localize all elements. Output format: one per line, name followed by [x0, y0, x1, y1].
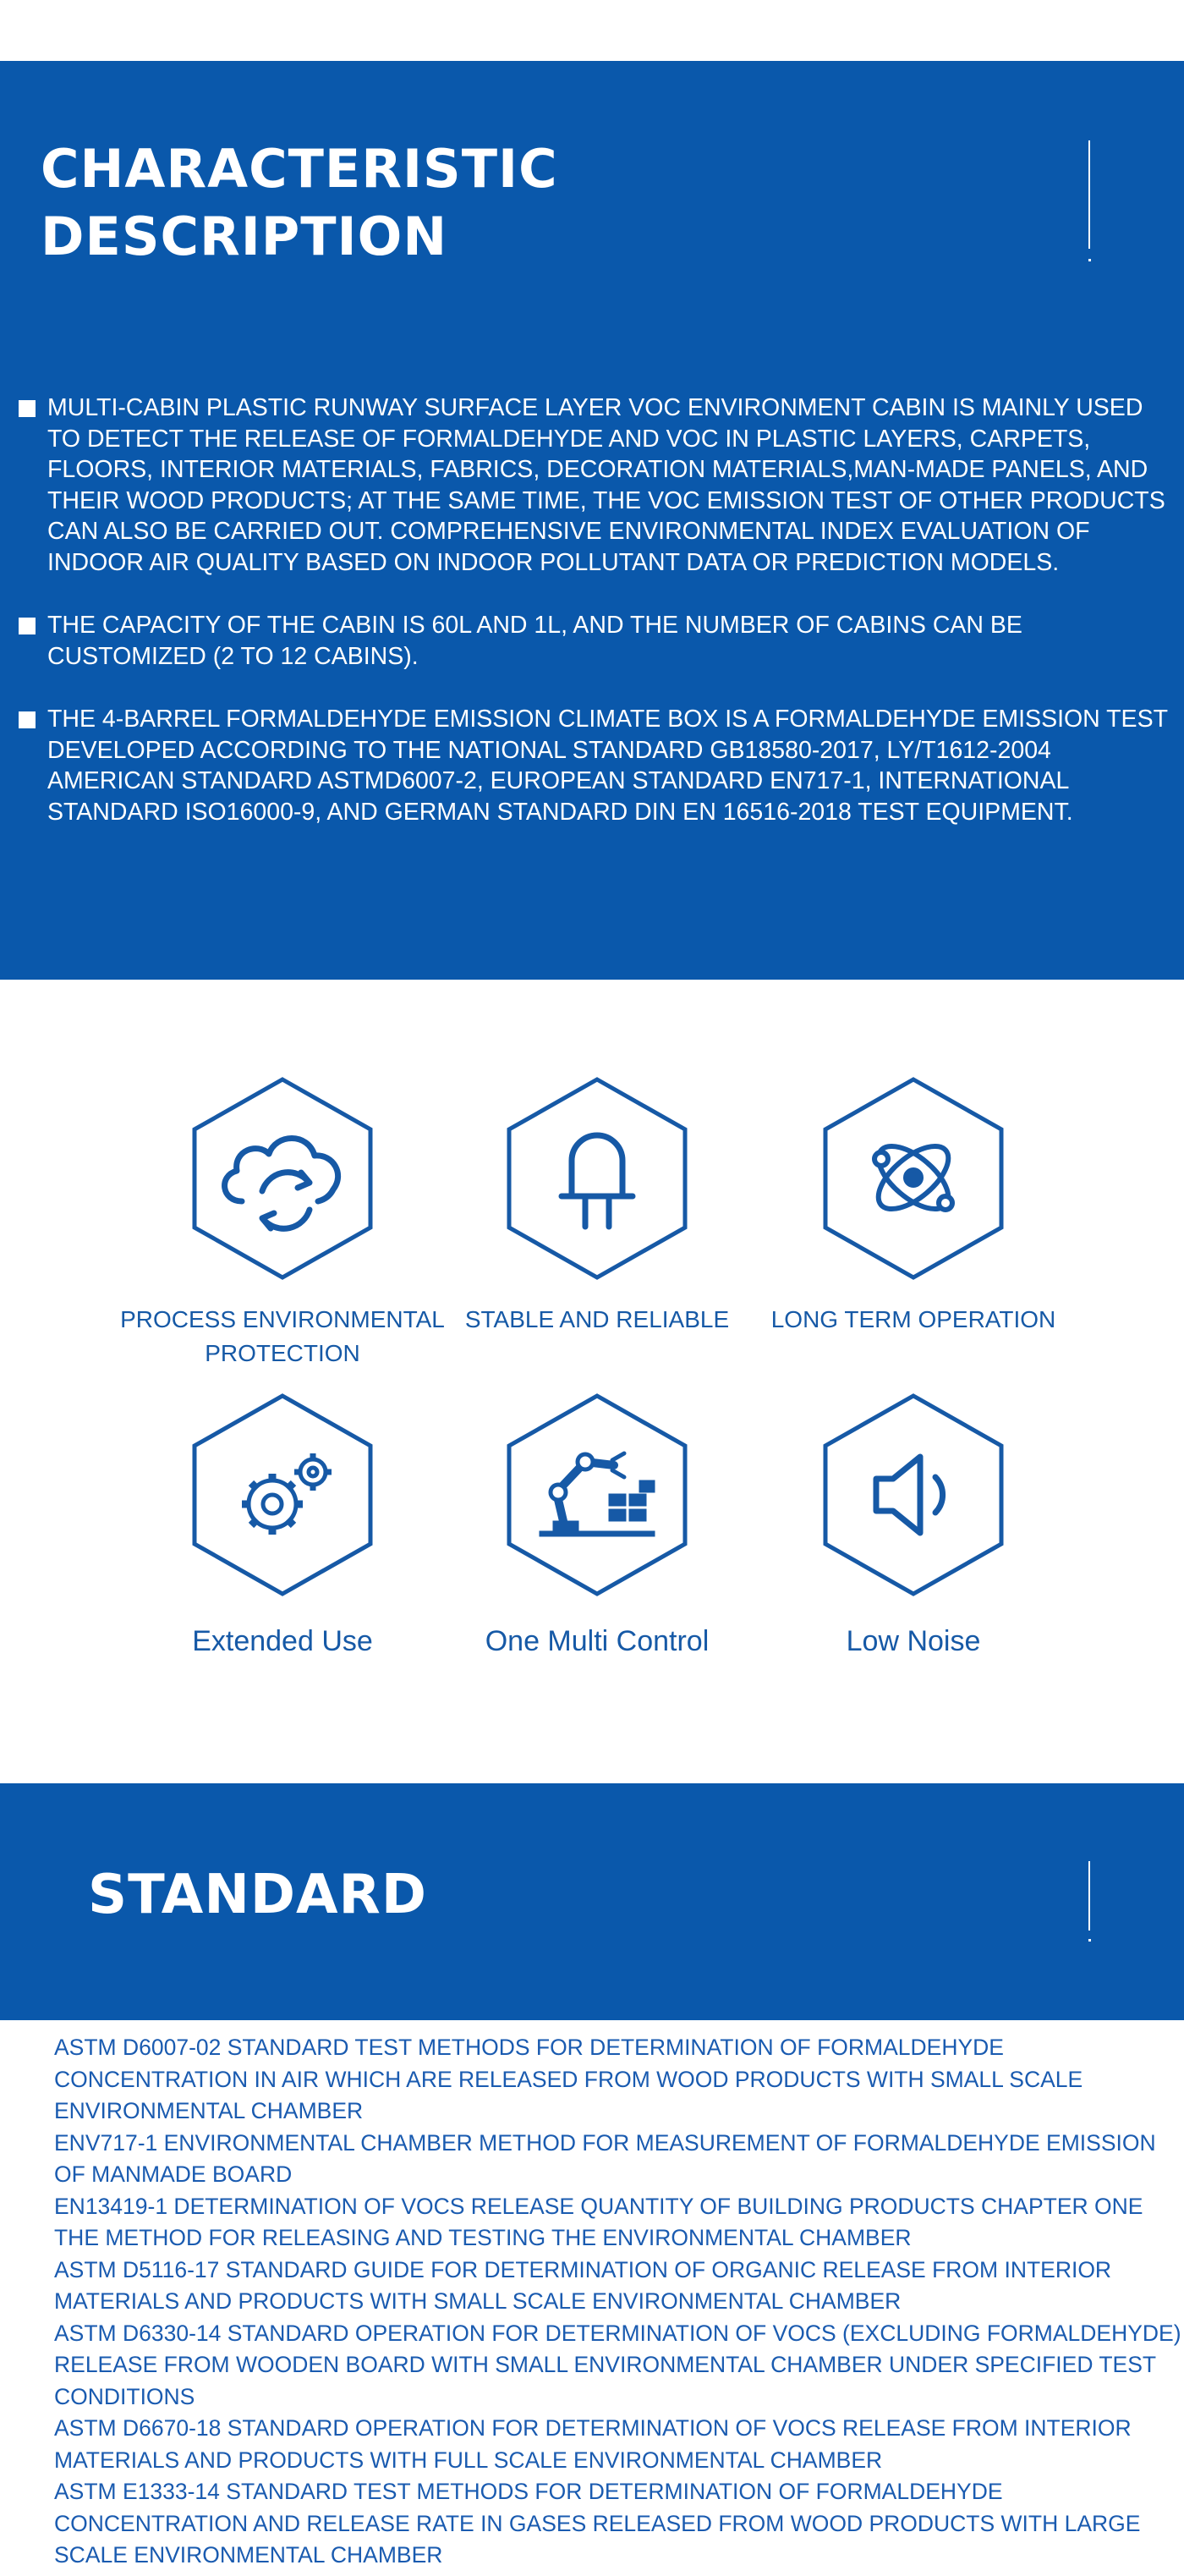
hexagon-frame [504, 1392, 690, 1597]
robot-arm-icon [540, 1453, 655, 1536]
feature-label: One Multi Control [485, 1625, 710, 1657]
cloud-sync-icon [225, 1139, 338, 1229]
standard-item: EN13419-1 DETERMINATION OF VOCS RELEASE QUANTITY OF BUILDING PRODUCTS CHAPTER ONE THE METHOD FOR RELEASING AND TESTING THE ENVIRONMENTAL CHAMBER [54, 2193, 1143, 2250]
hexagon-frame [189, 1076, 375, 1281]
characteristic-bullet-list [19, 393, 1177, 860]
hexagon-frame [189, 1392, 375, 1597]
feature-label: Extended Use [192, 1625, 373, 1657]
standard-item: ENV717-1 ENVIRONMENTAL CHAMBER METHOD FOR MEASUREMENT OF FORMALDEHYDE EMISSION OF MANMADE BOARD [54, 2129, 1156, 2187]
characteristic-bullet [19, 393, 1177, 578]
hexagon-frame [820, 1076, 1006, 1281]
led-icon [562, 1135, 633, 1227]
square-bullet-icon [19, 711, 36, 728]
feature-one-multi-control [428, 1392, 766, 1660]
title-divider-line [1088, 1861, 1090, 1931]
characteristic-bullet-text: THE CAPACITY OF THE CABIN IS 60L AND 1L, AND THE NUMBER OF CABINS CAN BE CUSTOMIZED (2 TO 12 CABINS). [47, 612, 1022, 670]
feature-label: STABLE AND RELIABLE [464, 1306, 730, 1332]
characteristic-bullet [19, 704, 1177, 827]
standard-item: ASTM D6330-14 STANDARD OPERATION FOR DETERMINATION OF VOCS (EXCLUDING FORMALDEHYDE) RELEASE FROM WOODEN BOARD WITH SMALL ENVIRONMENTAL CHAMBER UNDER SPECIFIED TEST CONDITIONS [54, 2320, 1181, 2409]
characteristic-title: CHARACTERISTIC DESCRIPTION [41, 138, 558, 267]
characteristic-bullet [19, 610, 1177, 672]
gears-icon [242, 1453, 332, 1535]
square-bullet-icon [19, 400, 36, 417]
title-divider-line [1088, 140, 1090, 249]
speaker-icon [876, 1457, 943, 1533]
standards-list [54, 2032, 1184, 2572]
title-divider-dot [1088, 259, 1091, 261]
feature-stable-and-reliable [428, 1076, 766, 1337]
standard-item: ASTM D6007-02 STANDARD TEST METHODS FOR DETERMINATION OF FORMALDEHYDE CONCENTRATION IN AIR WHICH ARE RELEASED FROM WOOD PRODUCTS WITH SMALL SCALE ENVIRONMENTAL CHAMBER [54, 2035, 1083, 2123]
title-divider-dot [1088, 1939, 1091, 1942]
feature-label: Low Noise [846, 1625, 981, 1657]
standard-title: STANDARD [88, 1864, 427, 1926]
feature-label: PROCESS ENVIRONMENTAL PROTECTION [120, 1306, 445, 1366]
square-bullet-icon [19, 618, 36, 634]
standard-item: ASTM D5116-17 STANDARD GUIDE FOR DETERMINATION OF ORGANIC RELEASE FROM INTERIOR MATERIALS AND PRODUCTS WITH SMALL SCALE ENVIRONMENTAL CHAMBER [54, 2256, 1112, 2314]
hexagon-frame [820, 1392, 1006, 1597]
standard-item: ASTM D6670-18 STANDARD OPERATION FOR DETERMINATION OF VOCS RELEASE FROM INTERIOR MATERIALS AND PRODUCTS WITH FULL SCALE ENVIRONMENTAL CHAMBER [54, 2415, 1132, 2473]
atom-icon [868, 1134, 958, 1220]
characteristic-bullet-text: MULTI-CABIN PLASTIC RUNWAY SURFACE LAYER VOC ENVIRONMENT CABIN IS MAINLY USED TO DETECT THE RELEASE OF FORMALDEHYDE AND VOC IN PLASTIC LAYERS, CARPETS, FLOORS, INTERIOR MATERIALS, FABRICS, DECORATION MATERIALS,MAN-MADE PANELS, AND THEIR WOOD PRODUCTS; AT THE SAME TIME, THE VOC EMISSION TEST OF OTHER PRODUCTS CAN ALSO BE CARRIED OUT. COMPREHENSIVE ENVIRONMENTAL INDEX EVALUATION OF INDOOR AIR QUALITY BASED ON INDOOR POLLUTANT DATA OR PREDICTION MODELS. [47, 394, 1165, 576]
standard-section [0, 1783, 1184, 2020]
hexagon-frame [504, 1076, 690, 1281]
characteristic-section [0, 61, 1184, 980]
standard-item: ASTM E1333-14 STANDARD TEST METHODS FOR DETERMINATION OF FORMALDEHYDE CONCENTRATION AND RELEASE RATE IN GASES RELEASED FROM WOOD PRODUCTS WITH LARGE SCALE ENVIRONMENTAL CHAMBER [54, 2479, 1141, 2568]
feature-extended-use [113, 1392, 452, 1660]
feature-low-noise [744, 1392, 1083, 1660]
characteristic-bullet-text: THE 4-BARREL FORMALDEHYDE EMISSION CLIMATE BOX IS A FORMALDEHYDE EMISSION TEST DEVELOPED ACCORDING TO THE NATIONAL STANDARD GB18580-2017, LY/T1612-2004 AMERICAN STANDARD ASTMD6007-2, EUROPEAN STANDARD EN717-1, INTERNATIONAL STANDARD ISO16000-9, AND GERMAN STANDARD DIN EN 16516-2018 TEST EQUIPMENT. [47, 706, 1168, 826]
feature-long-term-operation [744, 1076, 1083, 1337]
feature-label: LONG TERM OPERATION [770, 1306, 1056, 1332]
feature-process-environmental-protection [113, 1076, 452, 1370]
